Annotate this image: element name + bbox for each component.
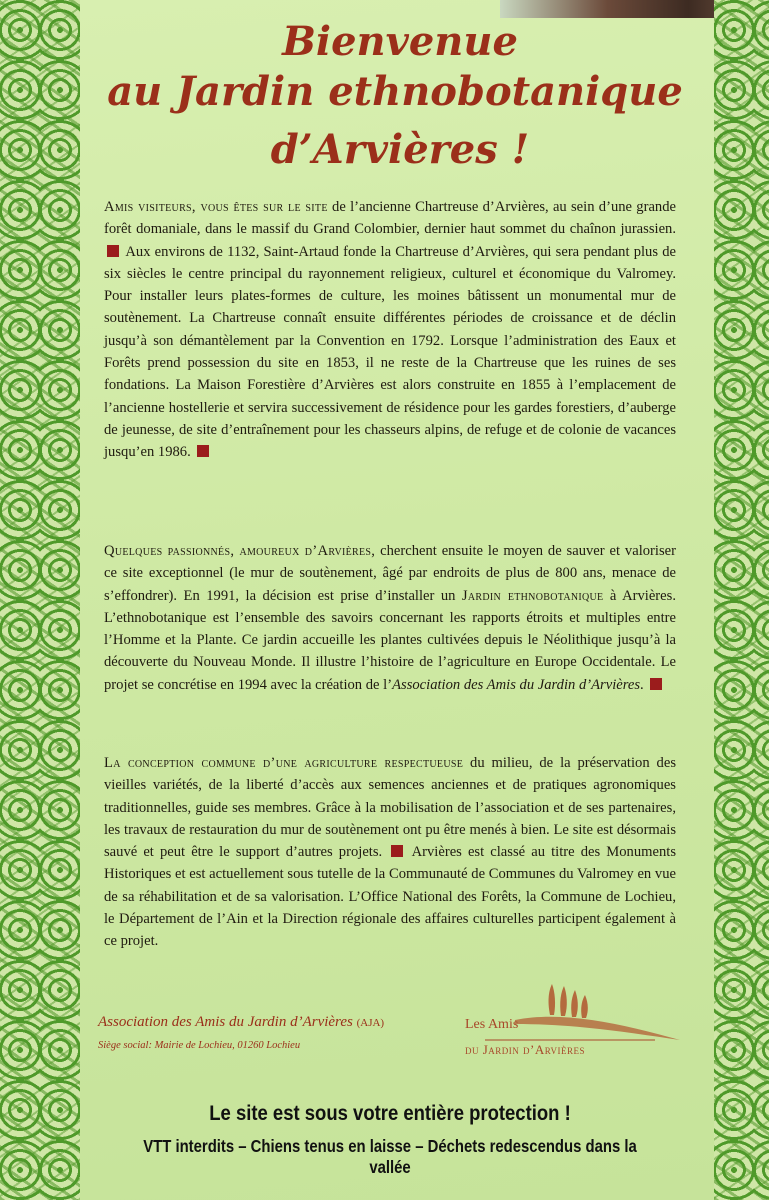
jardin-term: Jardin ethnobotanique: [461, 587, 604, 604]
association-reference: Association des Amis du Jardin d’Arvières: [392, 676, 641, 693]
paragraph-lead: Amis visiteurs, vous êtes sur le site: [104, 199, 328, 215]
association-address: Siège social: Mairie de Lochieu, 01260 Lochieu: [98, 1040, 301, 1051]
title-line-1: Bienvenue: [282, 18, 518, 65]
paragraph-text: à Arvières. L’ethnobotanique est l’ensemble des savoirs concernant les rapports étroits et multiples entre l’Homme et la Plante. Ce jardin accueille les plantes cultivées depuis le Néolithique jusqu’à la découverte du Nouveau Monde. Il illustre l’histoire de l’agriculture en Europe Occidentale. Le projet se concrétise en 1994 avec la création de l’: [104, 587, 676, 693]
association-logo: [455, 980, 690, 1065]
paragraph-text: cherchent ensuite le moyen de sauver et valoriser ce site exceptionnel (le mur de soutènement, âgé par endroits de plus de 800 ans, menace de s’effondrer). En 1991, la décision est prise d’installer un: [104, 543, 676, 604]
association-name-text: Association des Amis du Jardin d’Arvières: [98, 1014, 353, 1030]
paragraph-lead: Quelques passionnés, amoureux d’Arvières,: [104, 543, 376, 559]
paragraph-project: [104, 540, 676, 696]
red-square-icon: [197, 445, 209, 457]
protection-notice: Le site est sous votre entière protection !: [209, 1102, 571, 1125]
association-abbr: (AJA): [356, 1017, 385, 1029]
paragraph-text: de l’ancienne Chartreuse d’Arvières, au sein d’une grande forêt domaniale, dans le massif du Grand Colombier, dernier haut sommet du chaînon jurassien.: [104, 199, 676, 238]
paragraph-text: du milieu, de la préservation des vieilles variétés, de la liberté d’accès aux semences anciennes et de pratiques agronomiques traditionnelles, guide ses membres. Grâce à la mobilisation de l’association et de ses partenaires, les travaux de restauration du mur de soutènement ont pu être menés à bien. Le site est désormais sauvé et peut être le support d’autres projets.: [104, 755, 676, 861]
title-line-2: au Jardin ethnobotanique: [107, 68, 683, 115]
red-square-icon: [650, 678, 662, 690]
paragraph-text: Arvières est classé au titre des Monuments Historiques et est actuellement sous tutelle de la Communauté de Communes du Valromey en vue de sa réhabilitation et de sa valorisation. L’Office National des Forêts, la Commune de Lochieu, le Département de l’Ain et la Direction régionale des affaires culturelles participent également à ce projet.: [104, 844, 677, 950]
rules-notice: VTT interdits – Chiens tenus en laisse – Déchets redescendus dans la vallée: [143, 1136, 637, 1177]
paragraph-end: .: [640, 676, 644, 693]
association-name: [98, 1014, 384, 1031]
paragraph-text: Aux environs de 1132, Saint-Artaud fonde la Chartreuse d’Arvières, qui sera pendant plus de six siècles le centre principal du rayonnement religieux, culturel et économique du Valromey. Pour installer leurs plates-formes de culture, les moines bâtissent un monumental mur de soutènement. La Chartreuse connaît ensuite différentes périodes de croissance et de déclin jusqu’à son démantèlement par la Convention en 1792. Lorsque l’administration des Eaux et Forêts prend possession du site en 1853, il ne reste de la Chartreuse que les ruines de ses fondations. La Maison Forestière d’Arvières est alors construite en 1855 à l’emplacement de l’ancienne hostellerie et servira successivement de résidence pour les gardes forestiers, d’auberge de jeunesse, de site d’entraînement pour les chasseurs alpins, de refuge et de colonie de vacances jusqu’en 1986.: [104, 243, 676, 461]
logo-text-line-1: Les Amis: [465, 1017, 519, 1032]
red-square-icon: [107, 245, 119, 257]
left-floral-border: [0, 0, 80, 1200]
paragraph-conception: [104, 752, 676, 953]
right-floral-border: [714, 0, 769, 1200]
paragraph-lead: La conception commune d’une agriculture respectueuse: [104, 755, 464, 771]
title-line-3: d’Arvières !: [270, 126, 530, 173]
paragraph-history: [104, 196, 676, 464]
red-square-icon: [391, 845, 403, 857]
logo-text-line-2: du Jardin d’Arvières: [465, 1042, 586, 1057]
